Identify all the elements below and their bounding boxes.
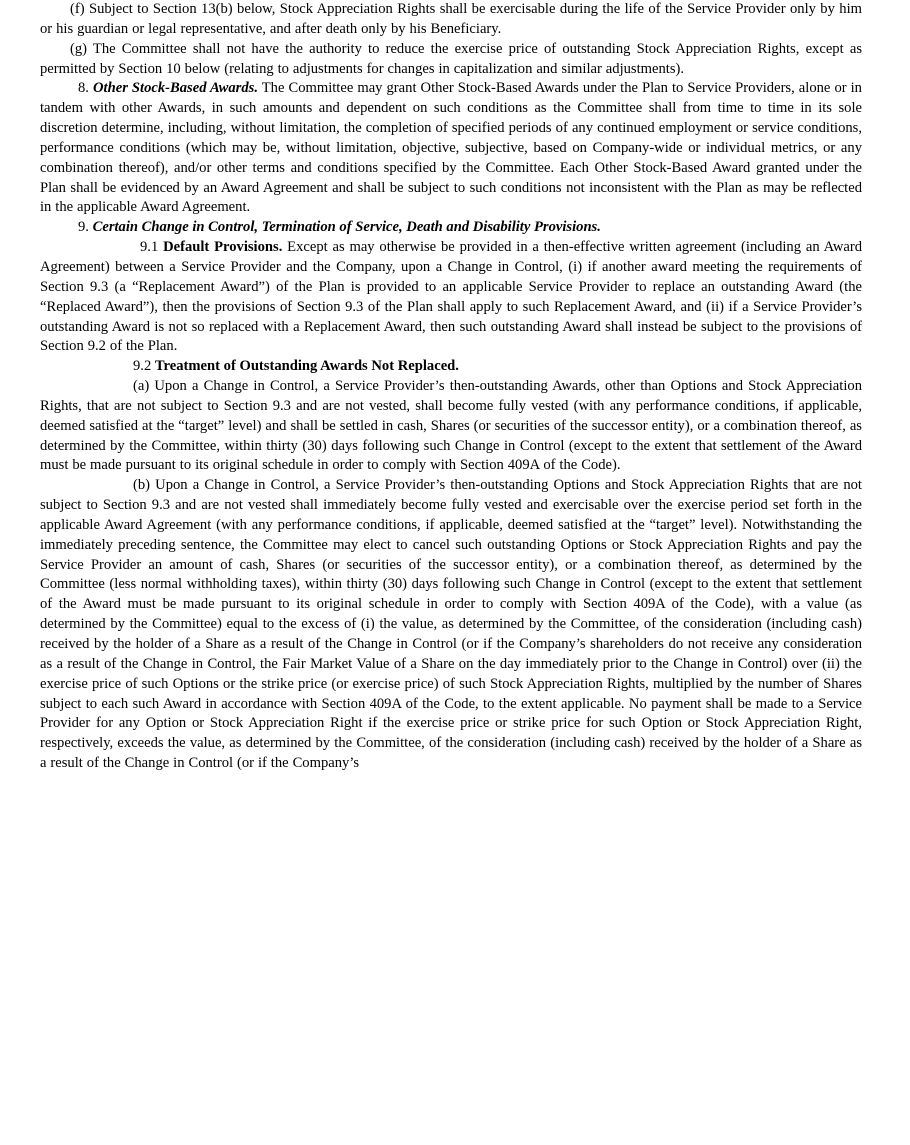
section-8-number: 8. [78,80,89,97]
section-9-1-title: Default Provisions. [163,239,283,256]
paragraph-g-clause: (g) The Committee shall not have the authority to reduce the exercise price of outstanding Stock Appreciation Rights, except as permitted by Section 10 below (relating to adjustments for changes in capitalization and similar adjustments). [40,40,862,77]
section-9-2-number: 9.2 [133,358,152,375]
section-9-number: 9. [78,219,89,236]
section-9-2-title: Treatment of Outstanding Awards Not Replaced. [154,358,459,375]
section-8-body: The Committee may grant Other Stock-Based Awards under the Plan to Service Providers, alone or in tandem with other Awards, in such amounts and dependent on such conditions as the Committee shall from time to time in its sole discretion determine, including, without limitation, the completion of specified periods of any continued employment or service conditions, performance conditions (which may be, without limitation, objective, subjective, based on Company-wide or individual metrics, or any combination thereof), and/or other terms and conditions specified by the Committee. Each Other Stock-Based Award granted under the Plan shall be evidenced by an Award Agreement and shall be subject to such conditions not inconsistent with the Plan as may be reflected in the applicable Award Agreement. [40,80,862,216]
paragraph-f-clause: (f) Subject to Section 13(b) below, Stock Appreciation Rights shall be exercisable during the life of the Service Provider only by him or his guardian or legal representative, and after death only by his Beneficiary. [40,1,862,37]
section-9-title: Certain Change in Control, Termination of Service, Death and Disability Provisions. [92,219,601,236]
section-8-title: Other Stock-Based Awards. [93,80,258,97]
section-9-1-paragraph [40,238,862,357]
section-9-1-number: 9.1 [140,239,159,256]
section-8-paragraph [40,79,862,218]
document-text-column [40,0,862,774]
section-9-2-heading [40,357,862,377]
section-9-2-clause-a: (a) Upon a Change in Control, a Service Provider’s then-outstanding Awards, other than Options and Stock Appreciation Rights, that are not subject to Section 9.3 and are not vested, shall become fully vested (with any performance conditions, if applicable, deemed satisfied at the “target” level) and shall be settled in cash, Shares (or securities of the successor entity), or a combination thereof, as determined by the Committee, within thirty (30) days following such Change in Control (except to the extent that settlement of the Award must be made pursuant to its original schedule in order to comply with Section 409A of the Code). [40,378,862,474]
section-9-1-body: Except as may otherwise be provided in a then-effective written agreement (including an Award Agreement) between a Service Provider and the Company, upon a Change in Control, (i) if another award meeting the requirements of Section 9.3 (a “Replacement Award”) of the Plan is provided to an applicable Service Provider to replace an outstanding Award (the “Replaced Award”), then the provisions of Section 9.3 of the Plan shall apply to such Replacement Award, and (ii) if a Service Provider’s outstanding Award is not so replaced with a Replacement Award, then such outstanding Award shall instead be subject to the provisions of Section 9.2 of the Plan. [40,239,862,355]
section-9-heading [40,218,862,238]
section-9-2-clause-b: (b) Upon a Change in Control, a Service Provider’s then-outstanding Options and Stock Appreciation Rights that are not subject to Section 9.3 and are not vested shall immediately become fully vested and exercisable over the exercise period set forth in the applicable Award Agreement (with any performance conditions, if applicable, deemed satisfied at the “target” level). Notwithstanding the immediately preceding sentence, the Committee may elect to cancel such outstanding Options or Stock Appreciation Rights and pay the Service Provider an amount of cash, Shares (or securities of the successor entity), or a combination thereof, as determined by the Committee (less normal withholding taxes), within thirty (30) days following such Change in Control (except to the extent that settlement of the Award must be made pursuant to its original schedule in order to comply with Section 409A of the Code), with a value (as determined by the Committee) equal to the excess of (i) the value, as determined by the Committee, of the consideration (including cash) received by the holder of a Share as a result of the Change in Control (or if the Company’s shareholders do not receive any consideration as a result of the Change in Control, the Fair Market Value of a Share on the day immediately prior to the Change in Control) over (ii) the exercise price of such Options or the strike price (or exercise price) of such Stock Appreciation Rights, multiplied by the number of Shares subject to each such Award in accordance with Section 409A of the Code, to the extent applicable. No payment shall be made to a Service Provider for any Option or Stock Appreciation Right if the exercise price or strike price for such Option or Stock Appreciation Right, respectively, exceeds the value, as determined by the Committee, of the consideration (including cash) received by the holder of a Share as a result of the Change in Control (or if the Company’s [40,477,862,772]
